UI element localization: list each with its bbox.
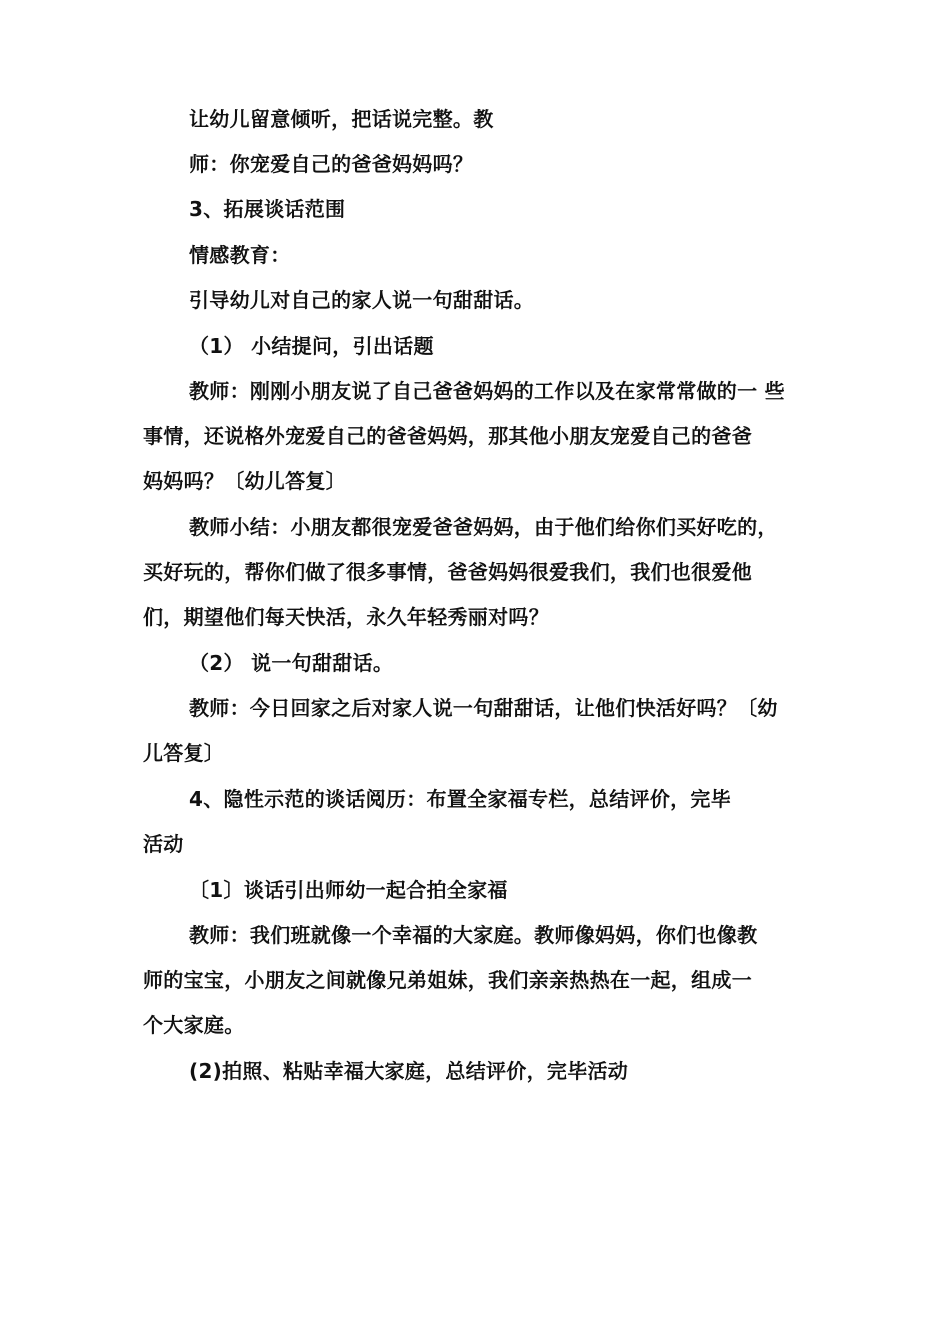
text-line: 个大家庭。 [143,1013,245,1037]
text-line: 师：你宠爱自己的爸爸妈妈吗？ [189,152,474,176]
text-line: 让幼儿留意倾听，把话说完整。教 [189,107,494,131]
text-line: 教师小结：小朋友都很宠爱爸爸妈妈，由于他们给你们买好吃的， [189,515,778,539]
text-line: 教师：今日回家之后对家人说一句甜甜话，让他们快活好吗？〔幼 [189,696,778,720]
text-line: 师的宝宝，小朋友之间就像兄弟姐妹，我们亲亲热热在一起，组成一 [143,968,752,992]
subsection-heading: (2)拍照、粘贴幸福大家庭，总结评价，完毕活动 [189,1059,629,1083]
text-line: 儿答复〕 [143,741,225,765]
text-line: 情感教育： [189,243,291,267]
section-heading: 3、拓展谈话范围 [189,197,346,221]
text-line: 们，期望他们每天快活，永久年轻秀丽对吗？ [143,605,549,629]
section-heading: 4、隐性示范的谈话阅历：布置全家福专栏，总结评价，完毕 [189,787,732,811]
subsection-heading: （1） 小结提问，引出话题 [189,334,434,358]
section-heading: 活动 [143,832,184,856]
text-line: 事情，还说格外宠爱自己的爸爸妈妈，那其他小朋友宠爱自己的爸爸 [143,424,752,448]
text-line: 教师：刚刚小朋友说了自己爸爸妈妈的工作以及在家常常做的一 些 [189,379,785,403]
subsection-heading: 〔1〕谈话引出师幼一起合拍全家福 [189,878,508,902]
text-line: 妈妈吗？〔幼儿答复〕 [143,469,346,493]
subsection-heading: （2） 说一句甜甜话。 [189,651,394,675]
text-line: 教师：我们班就像一个幸福的大家庭。教师像妈妈，你们也像教 [189,923,758,947]
text-line: 买好玩的，帮你们做了很多事情，爸爸妈妈很爱我们，我们也很爱他 [143,560,752,584]
text-line: 引导幼儿对自己的家人说一句甜甜话。 [189,288,535,312]
